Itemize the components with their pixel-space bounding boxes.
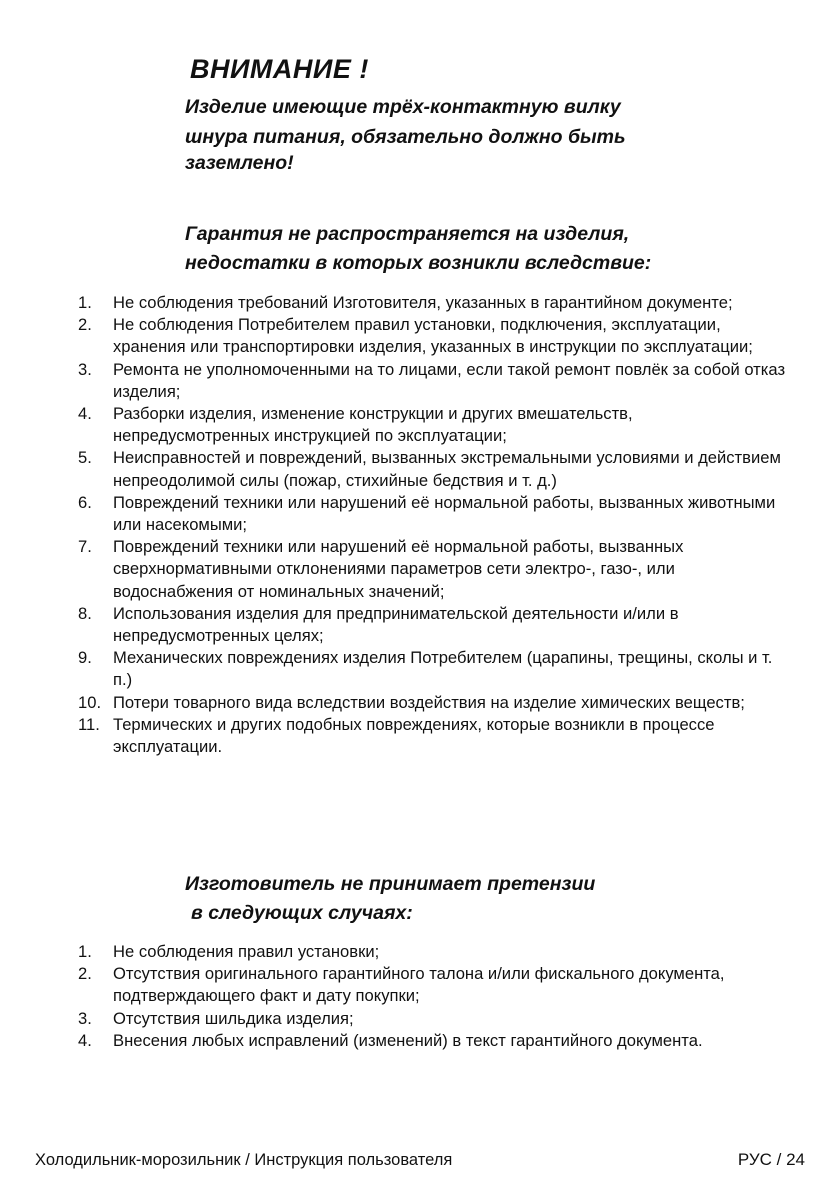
- item-number: 3.: [78, 1008, 92, 1028]
- item-text: Повреждений техники или нарушений её нормальной работы, вызванных сверхнормативными отклонениями параметров сети электро-, газо-, или водоснабжения от номинальных значений;: [113, 537, 684, 601]
- list-item: [0, 1030, 793, 1052]
- footer-page-number: РУС / 24: [737, 1150, 805, 1169]
- item-number: 1.: [78, 293, 92, 312]
- item-number: 3.: [78, 359, 92, 379]
- item-number: 4.: [78, 404, 92, 424]
- manufacturer-heading-line-1: Изготовитель не принимает претензии: [185, 873, 596, 895]
- item-text: Отсутствия шильдика изделия;: [113, 1008, 354, 1028]
- warranty-heading-line-1: Гарантия не распространяется на изделия,: [185, 223, 630, 245]
- item-text: Не соблюдения правил установки;: [113, 942, 380, 961]
- warranty-exclusions-list: [0, 292, 793, 758]
- item-number: 11.: [78, 714, 100, 734]
- item-text: Неисправностей и повреждений, вызванных экстремальными условиями и действием непреодолимой силы (пожар, стихийные бедствия и т. д.): [113, 448, 781, 490]
- item-number: 7.: [78, 537, 92, 557]
- list-item: [0, 536, 793, 603]
- item-text: Термических и других подобных повреждениях, которые возникли в процессе эксплуатации.: [113, 714, 715, 757]
- item-text: Отсутствия оригинального гарантийного талона и/или фискального документа, подтверждающего факт и дату покупки;: [113, 964, 725, 1006]
- attention-line-2: шнура питания, обязательно должно быть: [185, 126, 626, 148]
- footer-document-title: Холодильник-морозильник / Инструкция пользователя: [35, 1151, 453, 1169]
- item-number: 5.: [78, 448, 92, 468]
- list-item: [0, 714, 793, 758]
- item-number: 2.: [78, 315, 92, 335]
- item-text: Разборки изделия, изменение конструкции и других вмешательств, непредусмотренных инструкцией по эксплуатации;: [113, 404, 633, 446]
- warranty-heading: [185, 220, 651, 278]
- item-number: 4.: [78, 1030, 92, 1050]
- list-item: [0, 492, 793, 536]
- list-item: [0, 647, 793, 691]
- item-text: Внесения любых исправлений (изменений) в текст гарантийного документа.: [113, 1030, 703, 1050]
- list-item: [0, 603, 793, 647]
- warranty-heading-line-2: недостатки в которых возникли вследствие:: [185, 252, 652, 274]
- item-text: Не соблюдения требований Изготовителя, указанных в гарантийном документе;: [113, 293, 733, 312]
- manufacturer-heading: [185, 870, 595, 928]
- list-item: [0, 692, 793, 714]
- item-text: Не соблюдения Потребителем правил установки, подключения, эксплуатации, хранения или транспортировки изделия, указанных в инструкции по эксплуатации;: [113, 315, 753, 357]
- item-text: Использования изделия для предпринимательской деятельности и/или в непредусмотренных целях;: [113, 603, 679, 646]
- list-item: [0, 963, 793, 1007]
- item-number: 2.: [78, 964, 92, 984]
- manufacturer-heading-line-2: в следующих случаях:: [191, 902, 413, 924]
- attention-title: ВНИМАНИЕ !: [190, 54, 369, 84]
- item-text: Потери товарного вида вследствии воздействия на изделие химических веществ;: [113, 692, 745, 712]
- item-number: 6.: [78, 492, 92, 512]
- manufacturer-cases-list: [0, 941, 793, 1052]
- list-item: [0, 314, 793, 358]
- attention-line-3: заземлено!: [185, 152, 294, 174]
- list-item: [0, 1008, 793, 1030]
- attention-line-1: Изделие имеющие трёх-контактную вилку: [185, 96, 621, 118]
- list-item: [0, 447, 793, 491]
- item-number: 1.: [78, 942, 92, 961]
- list-item: [0, 292, 793, 314]
- item-text: Механических повреждениях изделия Потребителем (царапины, трещины, сколы и т. п.): [113, 648, 773, 690]
- item-number: 10.: [78, 692, 102, 712]
- item-text: Повреждений техники или нарушений её нормальной работы, вызванных животными или насекомыми;: [113, 492, 776, 535]
- list-item: [0, 359, 793, 403]
- item-text: Ремонта не уполномоченными на то лицами, если такой ремонт повлёк за собой отказ изделия;: [113, 359, 786, 401]
- list-item: [0, 941, 793, 963]
- attention-text: [185, 92, 665, 174]
- list-item: [0, 403, 793, 447]
- item-number: 8.: [78, 603, 92, 623]
- item-number: 9.: [78, 648, 92, 668]
